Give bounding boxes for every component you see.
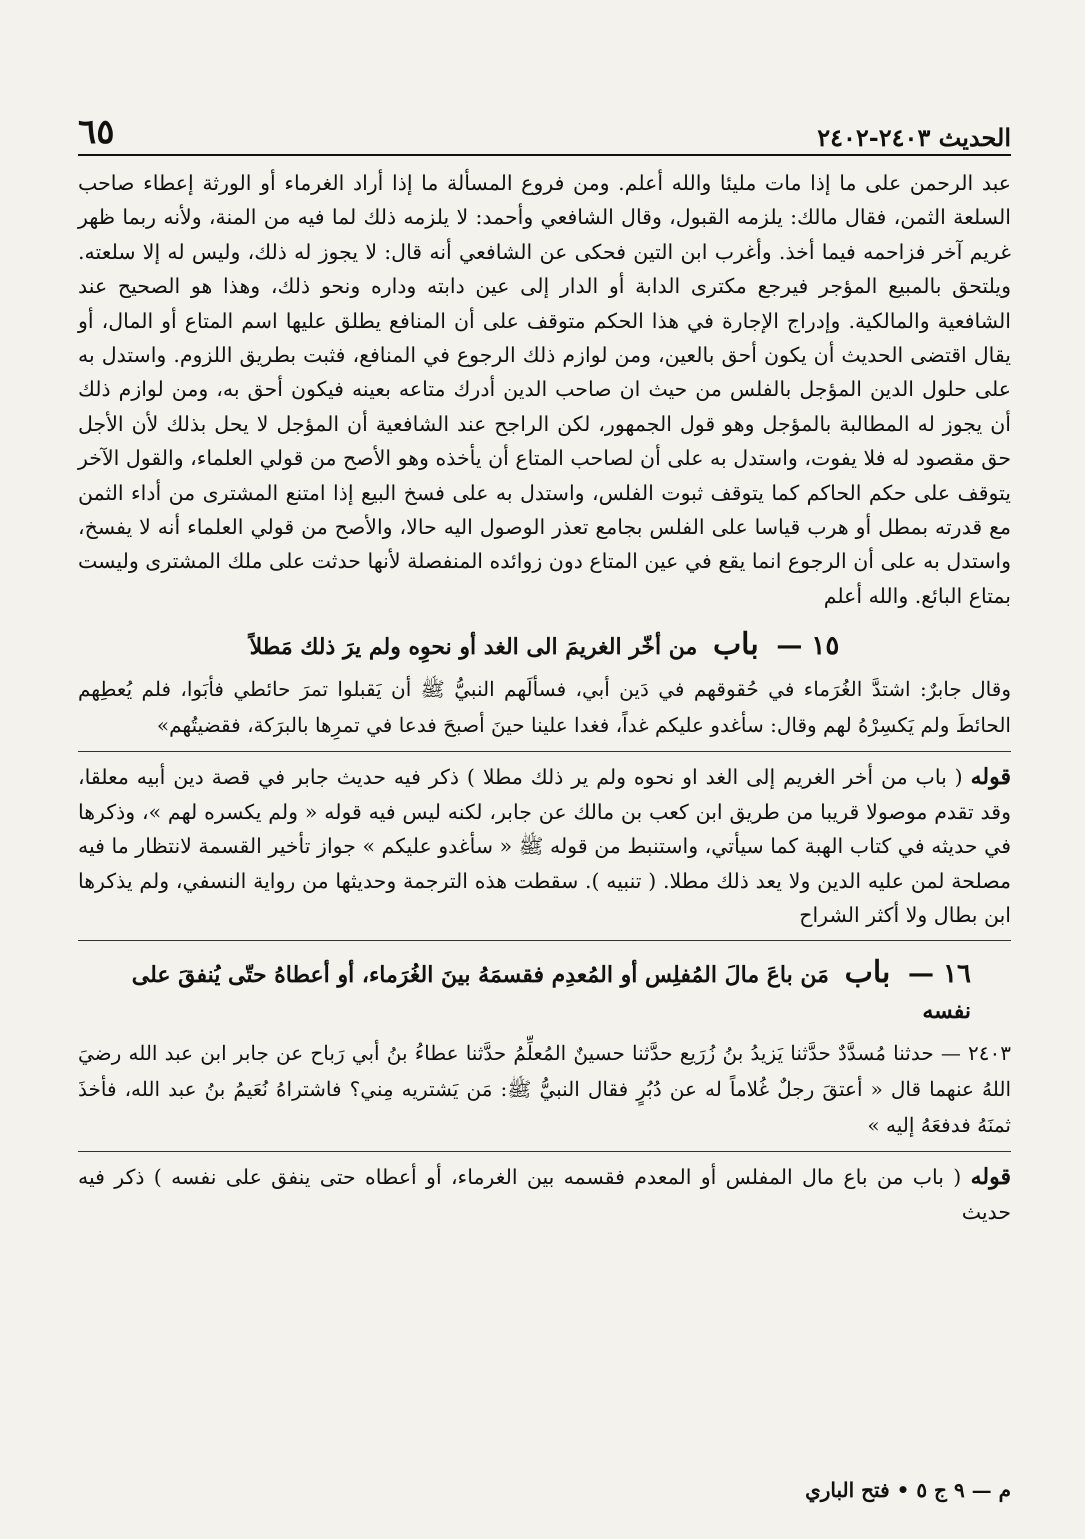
hadith-text: ٢٤٠٣ — حدثنا مُسدَّدٌ حدَّثنا يَزيدُ بنُ زُرَيع حدَّثنا حسينٌ المُعلِّمُ حدَّثنا عطاءُ بنُ أبي رَباح عن جابر ابن عبد الله رضيَ اللهُ عنهما قال « أعتقَ رجلٌ غُلاماً له عن دُبُرٍ فقال النبيُّ ﷺ: مَن يَشتريه مِني؟ فاشتراهُ نُعَيمُ بنُ عبد الله، فأخذَ ثمنَهُ فدفعَهُ إليه » bbox=[78, 1041, 1011, 1138]
chapter-title: مَن باعَ مالَ المُفلِس أو المُعدِم فقسمَهُ بينَ الغُرَماء، أو أعطاهُ حتّى يُنفقَ على نفسه bbox=[131, 962, 971, 1025]
divider bbox=[78, 751, 1011, 752]
divider bbox=[78, 940, 1011, 941]
sharh-keyword: قوله bbox=[970, 764, 1011, 791]
sharh-text: ( باب من أخر الغريم إلى الغد او نحوه ولم ير ذلك مطلا ) ذكر فيه حديث جابر في قصة دين أبيه معلقا، وقد تقدم موصولا قريبا من طريق ابن كعب بن مالك عن جابر، لكنه ليس فيه قوله « ولم يكسره لهم »، وذكرها في حديثه في كتاب الهبة كما سيأتي، واستنبط من قوله ﷺ « سأغدو عليكم » جواز تأخير القسمة لانتظار ما فيه مصلحة لمن عليه الدين ولا يعد ذلك مطلا. ( تنبيه ). سقطت هذه الترجمة وحديثها من رواية النسفي، ولم يذكرها ابن بطال ولا أكثر الشراح bbox=[78, 765, 1011, 927]
page-number: ٦٥ bbox=[78, 112, 115, 152]
chapter-heading-16 bbox=[78, 955, 1011, 1029]
page-header bbox=[78, 108, 1011, 152]
chapter-heading-15 bbox=[78, 627, 1011, 665]
sharh-paragraph bbox=[78, 760, 1011, 932]
chapter-bab-label: باب bbox=[712, 627, 759, 663]
divider bbox=[78, 1151, 1011, 1152]
chapter-number: ١٥ — bbox=[776, 631, 840, 662]
page-body bbox=[78, 166, 1011, 1229]
commentary-paragraph: عبد الرحمن على ما إذا مات مليئا والله أعلم. ومن فروع المسألة ما إذا أراد الغرماء أو الورثة إعطاء صاحب السلعة الثمن، فقال مالك: يلزمه القبول، وقال الشافعي وأحمد: لا يلزمه ذلك لما فيه من المنة، ولأنه ربما ظهر غريم آخر فزاحمه فيما أخذ. وأغرب ابن التين فحكى عن الشافعي أنه قال: لا يجوز له ذلك، وليس له إلا سلعته. ويلتحق بالمبيع المؤجر فيرجع مكترى الدابة أو الدار إلى عين دابته وداره ونحو ذلك، وهذا هو الصحيح عند الشافعية والمالكية. وإدراج الإجارة في هذا الحكم متوقف على أن المنافع يطلق عليها اسم المتاع أو المال، أو يقال اقتضى الحديث أن يكون أحق بالعين، ومن لوازم ذلك الرجوع في المنافع، فثبت بطريق اللزوم. واستدل به على حلول الدين المؤجل بالفلس من حيث ان صاحب الدين أدرك متاعه بعينه فيكون أحق به، ومن لوازم ذلك أن يجوز له المطالبة بالمؤجل وهو قول الجمهور، لكن الراجح عند الشافعية أن المؤجل لا يحل بذلك لأن الأجل حق مقصود له فلا يفوت، واستدل به على أن لصاحب المتاع أن يأخذه وهو الأصح من قولي العلماء، والقول الآخر يتوقف على حكم الحاكم كما يتوقف ثبوت الفلس، واستدل به على فسخ البيع إذا امتنع المشترى من أداء الثمن مع قدرته بمطل أو هرب قياسا على الفلس بجامع تعذر الوصول اليه حالا، والأصح من قولي العلماء أنه لا يفسخ، واستدل به على أن الرجوع انما يقع في عين المتاع دون زوائده المنفصلة لأنها حدثت على ملك المشترى وليست بمتاع البائع. والله أعلم bbox=[78, 171, 1011, 608]
header-rule bbox=[78, 154, 1011, 156]
running-head: الحديث ٢٤٠٣-٢٤٠٢ bbox=[817, 123, 1011, 152]
sharh-paragraph bbox=[78, 1160, 1011, 1229]
hadith-text: وقال جابرٌ: اشتدَّ الغُرَماء في حُقوقهم في دَين أبي، فسألَهم النبيُّ ﷺ أن يَقبلوا تمرَ حائطي فأبَوا، فلم يُعطِهم الحائطَ ولم يَكسِرْهُ لهم وقال: سأغدو عليكم غداً، فغدا علينا حينَ أصبحَ فدعا في تمرِها بالبرَكة، فقضيتُهم» bbox=[78, 677, 1011, 738]
sharh-text: ( باب من باع مال المفلس أو المعدم فقسمه بين الغرماء، أو أعطاه حتى ينفق على نفسه ) ذكر فيه حديث bbox=[78, 1165, 1011, 1224]
chapter-bab-label: باب bbox=[844, 955, 891, 991]
sharh-keyword: قوله bbox=[970, 1164, 1011, 1191]
chapter-number: ١٦ — bbox=[908, 959, 971, 990]
chapter-title: من أخّر الغريمَ الى الغد أو نحوِه ولم يرَ ذلك مَطلاً bbox=[249, 634, 698, 661]
page-footer: م — ٩ ج ٥ • فتح الباري bbox=[805, 1478, 1011, 1502]
